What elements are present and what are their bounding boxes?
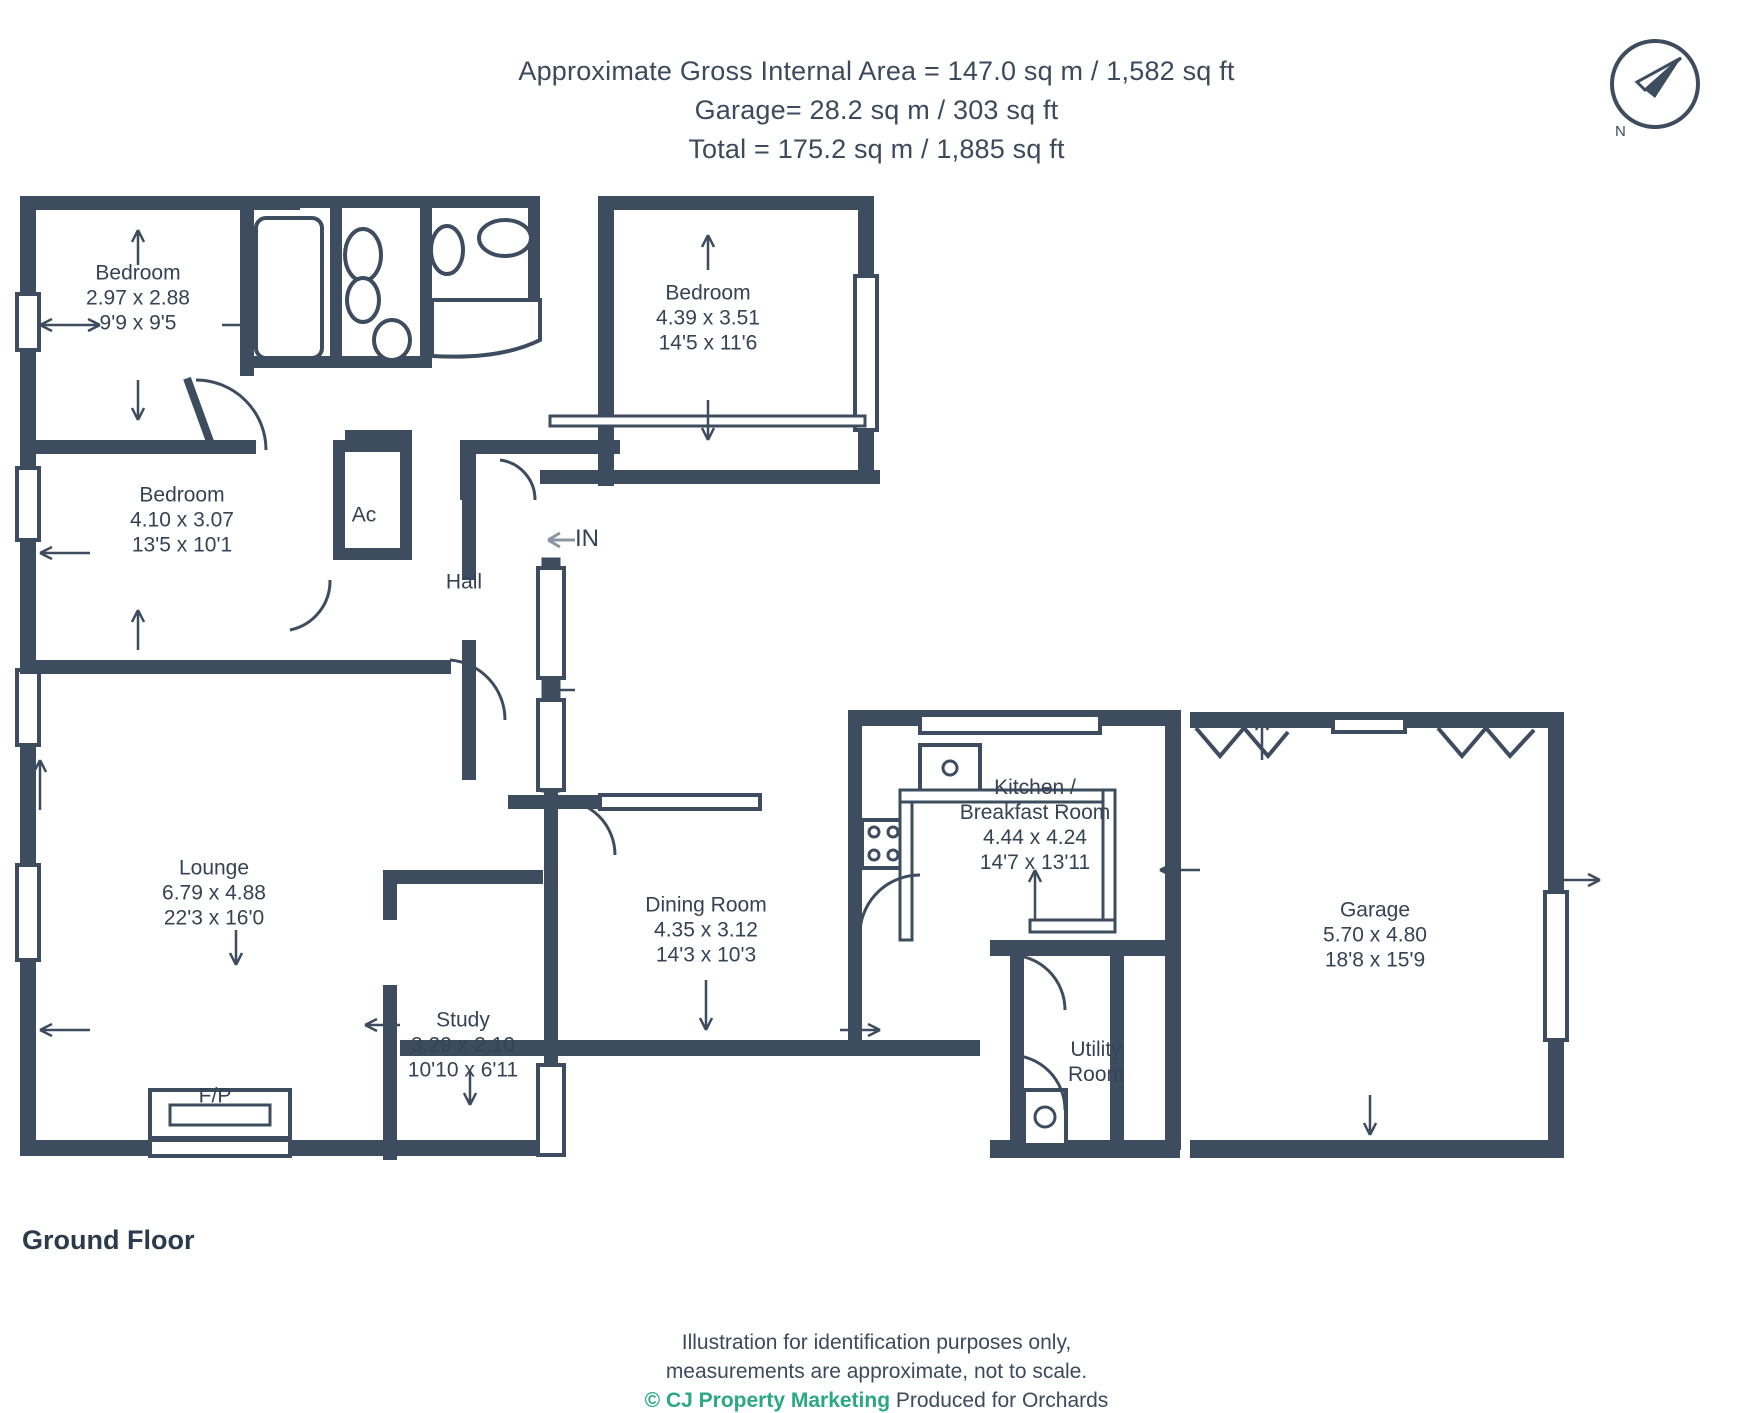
disclaimer-line-1: Illustration for identification purposes only, [681,1331,1072,1354]
room-label-fireplace: F/P [198,1084,232,1108]
room-label-lounge: Lounge 6.79 x 4.88 22'3 x 16'0 [162,856,266,930]
produced-for: Produced for Orchards [890,1389,1109,1412]
room-label-utility-room: Utility Room [1067,1038,1125,1086]
room-label-bedroom-2: Bedroom 4.39 x 3.51 14'5 x 11'6 [656,281,760,355]
room-label-bedroom-1: Bedroom 2.97 x 2.88 9'9 x 9'5 [86,261,190,335]
room-label-hall: Hall [445,570,483,594]
area-summary-line-3: Total = 175.2 sq m / 1,885 sq ft [688,134,1065,164]
room-label-airing-cupboard: Ac [351,503,377,527]
entrance-label: IN [575,525,599,552]
credit-line [0,1389,1753,1413]
room-label-dining-room: Dining Room 4.35 x 3.12 14'3 x 10'3 [645,893,767,967]
area-summary-line-1: Approximate Gross Internal Area = 147.0 sq m / 1,582 sq ft [518,56,1235,86]
disclaimer-line-2: measurements are approximate, not to scale. [665,1360,1088,1383]
room-label-study: Study 3.29 x 2.10 10'10 x 6'11 [407,1008,519,1082]
floor-title: Ground Floor [22,1225,195,1255]
copyright-brand: © CJ Property Marketing [644,1389,891,1412]
room-label-garage: Garage 5.70 x 4.80 18'8 x 15'9 [1323,898,1427,972]
room-label-kitchen-breakfast-room: Kitchen / Breakfast Room 4.44 x 4.24 14'7 x 13'11 [959,776,1111,874]
area-summary-line-2: Garage= 28.2 sq m / 303 sq ft [694,95,1059,125]
room-label-bedroom-3: Bedroom 4.10 x 3.07 13'5 x 10'1 [130,483,234,557]
svg-text:N: N [1615,123,1626,140]
